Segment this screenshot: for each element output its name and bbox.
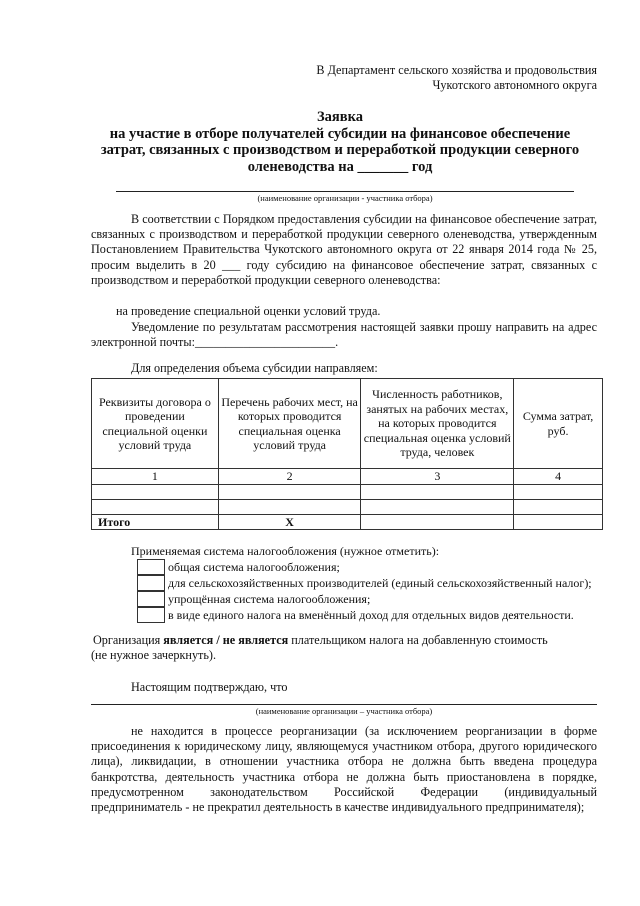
table-cell[interactable]: [218, 499, 361, 514]
col-number: 3: [361, 469, 514, 485]
confirm-text: Настоящим подтверждаю, что: [131, 680, 288, 694]
table-header-row: [92, 379, 603, 469]
tax-option-checkbox-agricultural[interactable]: [137, 575, 165, 591]
vat-note: (не нужное зачеркнуть).: [91, 648, 217, 662]
header-contract-details: Реквизиты договора о проведении специальной оценки условий труда: [92, 379, 219, 469]
tax-option-general: общая система налогообложения;: [168, 560, 340, 574]
paragraph-notification: Уведомление по результатам рассмотрения настоящей заявки прошу направить на адрес электронной почты:_______________________.: [91, 320, 597, 350]
col-number: 2: [218, 469, 361, 485]
vat-suffix: плательщиком налога на добавленную стоимость: [288, 633, 548, 647]
header-cost-sum: Сумма затрат, руб.: [514, 379, 603, 469]
tax-option-checkbox-general[interactable]: [137, 559, 165, 575]
tax-option-agricultural: для сельскохозяйственных производителей (единый сельскохозяйственный налог);: [168, 576, 592, 590]
tax-option-checkbox-simplified[interactable]: [137, 591, 165, 607]
header-workplaces: Перечень рабочих мест, на которых проводится специальная оценка условий труда: [218, 379, 361, 469]
addressee-line-2: Чукотского автономного округа: [432, 78, 597, 92]
header-employees: Численность работников, занятых на рабочих местах, на которых проводится специальная оценка условий труда, человек: [361, 379, 514, 469]
tax-option-checkbox-imputed[interactable]: [137, 607, 165, 623]
title-line-1: Заявка: [317, 109, 363, 125]
vat-choice[interactable]: является / не является: [163, 633, 289, 647]
col-number: 1: [92, 469, 219, 485]
table-cell[interactable]: [361, 514, 514, 530]
table-row: [92, 499, 603, 514]
paragraph-request: В соответствии с Порядком предоставления субсидии на финансовое обеспечение затрат, связанных с производством и переработкой продукции северного оленеводства, утвержденным Постановлением Правительства Чукотского автономного округа от 22 января 2014 года № 25, просим выделить в 20 ___ году субсидию на финансовое обеспечение затрат, связанных с производством и переработкой продукции северного оленеводства:: [91, 212, 597, 287]
paragraph-confirmation: не находится в процессе реорганизации (за исключением реорганизации в форме присоединения к юридическому лицу, являющемуся участником отбора, другого юридического лица), ликвидации, в отношении участника отбора не должна быть введена процедура банкротства, деятельность участника отбора не должна быть приостановлена в порядке, предусмотренном законодательством Российской Федерации (индивидуальный предприниматель - не прекратил деятельность в качестве индивидуального предпринимателя);: [91, 724, 597, 815]
confirm-org-caption: (наименование организации – участника отбора): [255, 706, 433, 716]
subsidy-table: [91, 378, 603, 530]
title-line-3: затрат, связанных с производством и переработкой продукции северного: [100, 142, 580, 158]
col-number: 4: [514, 469, 603, 485]
table-cell[interactable]: [218, 484, 361, 499]
confirm-org-line: [91, 704, 597, 705]
tax-option-simplified: упрощённая система налогообложения;: [168, 592, 371, 606]
vat-statement: [93, 633, 548, 648]
total-label: Итого: [92, 514, 219, 530]
table-cell[interactable]: [361, 499, 514, 514]
vat-prefix: Организация: [93, 633, 164, 647]
table-row: [92, 484, 603, 499]
table-cell[interactable]: [514, 499, 603, 514]
table-cell[interactable]: [92, 484, 219, 499]
table-cell[interactable]: [514, 514, 603, 530]
document-title: [70, 109, 610, 175]
table-total-row: [92, 514, 603, 530]
table-number-row: [92, 469, 603, 485]
tax-intro: Применяемая система налогообложения (нужное отметить):: [131, 544, 440, 558]
org-name-line: [116, 191, 574, 192]
table-cell[interactable]: [361, 484, 514, 499]
title-line-4: оленеводства на _______ год: [247, 158, 433, 175]
table-cell[interactable]: [92, 499, 219, 514]
total-col2-mark: Х: [218, 514, 361, 530]
paragraph-purpose: на проведение специальной оценки условий труда.: [116, 304, 381, 318]
title-line-2: на участие в отборе получателей субсидии на финансовое обеспечение: [109, 125, 571, 142]
paragraph-table-intro: Для определения объема субсидии направляем:: [131, 361, 378, 375]
tax-option-imputed: в виде единого налога на вменённый доход для отдельных видов деятельности.: [168, 608, 574, 622]
addressee-block: [316, 63, 597, 93]
table-cell[interactable]: [514, 484, 603, 499]
addressee-line-1: В Департамент сельского хозяйства и продовольствия: [316, 63, 597, 77]
org-name-caption: (наименование организации - участника отбора): [257, 193, 433, 203]
